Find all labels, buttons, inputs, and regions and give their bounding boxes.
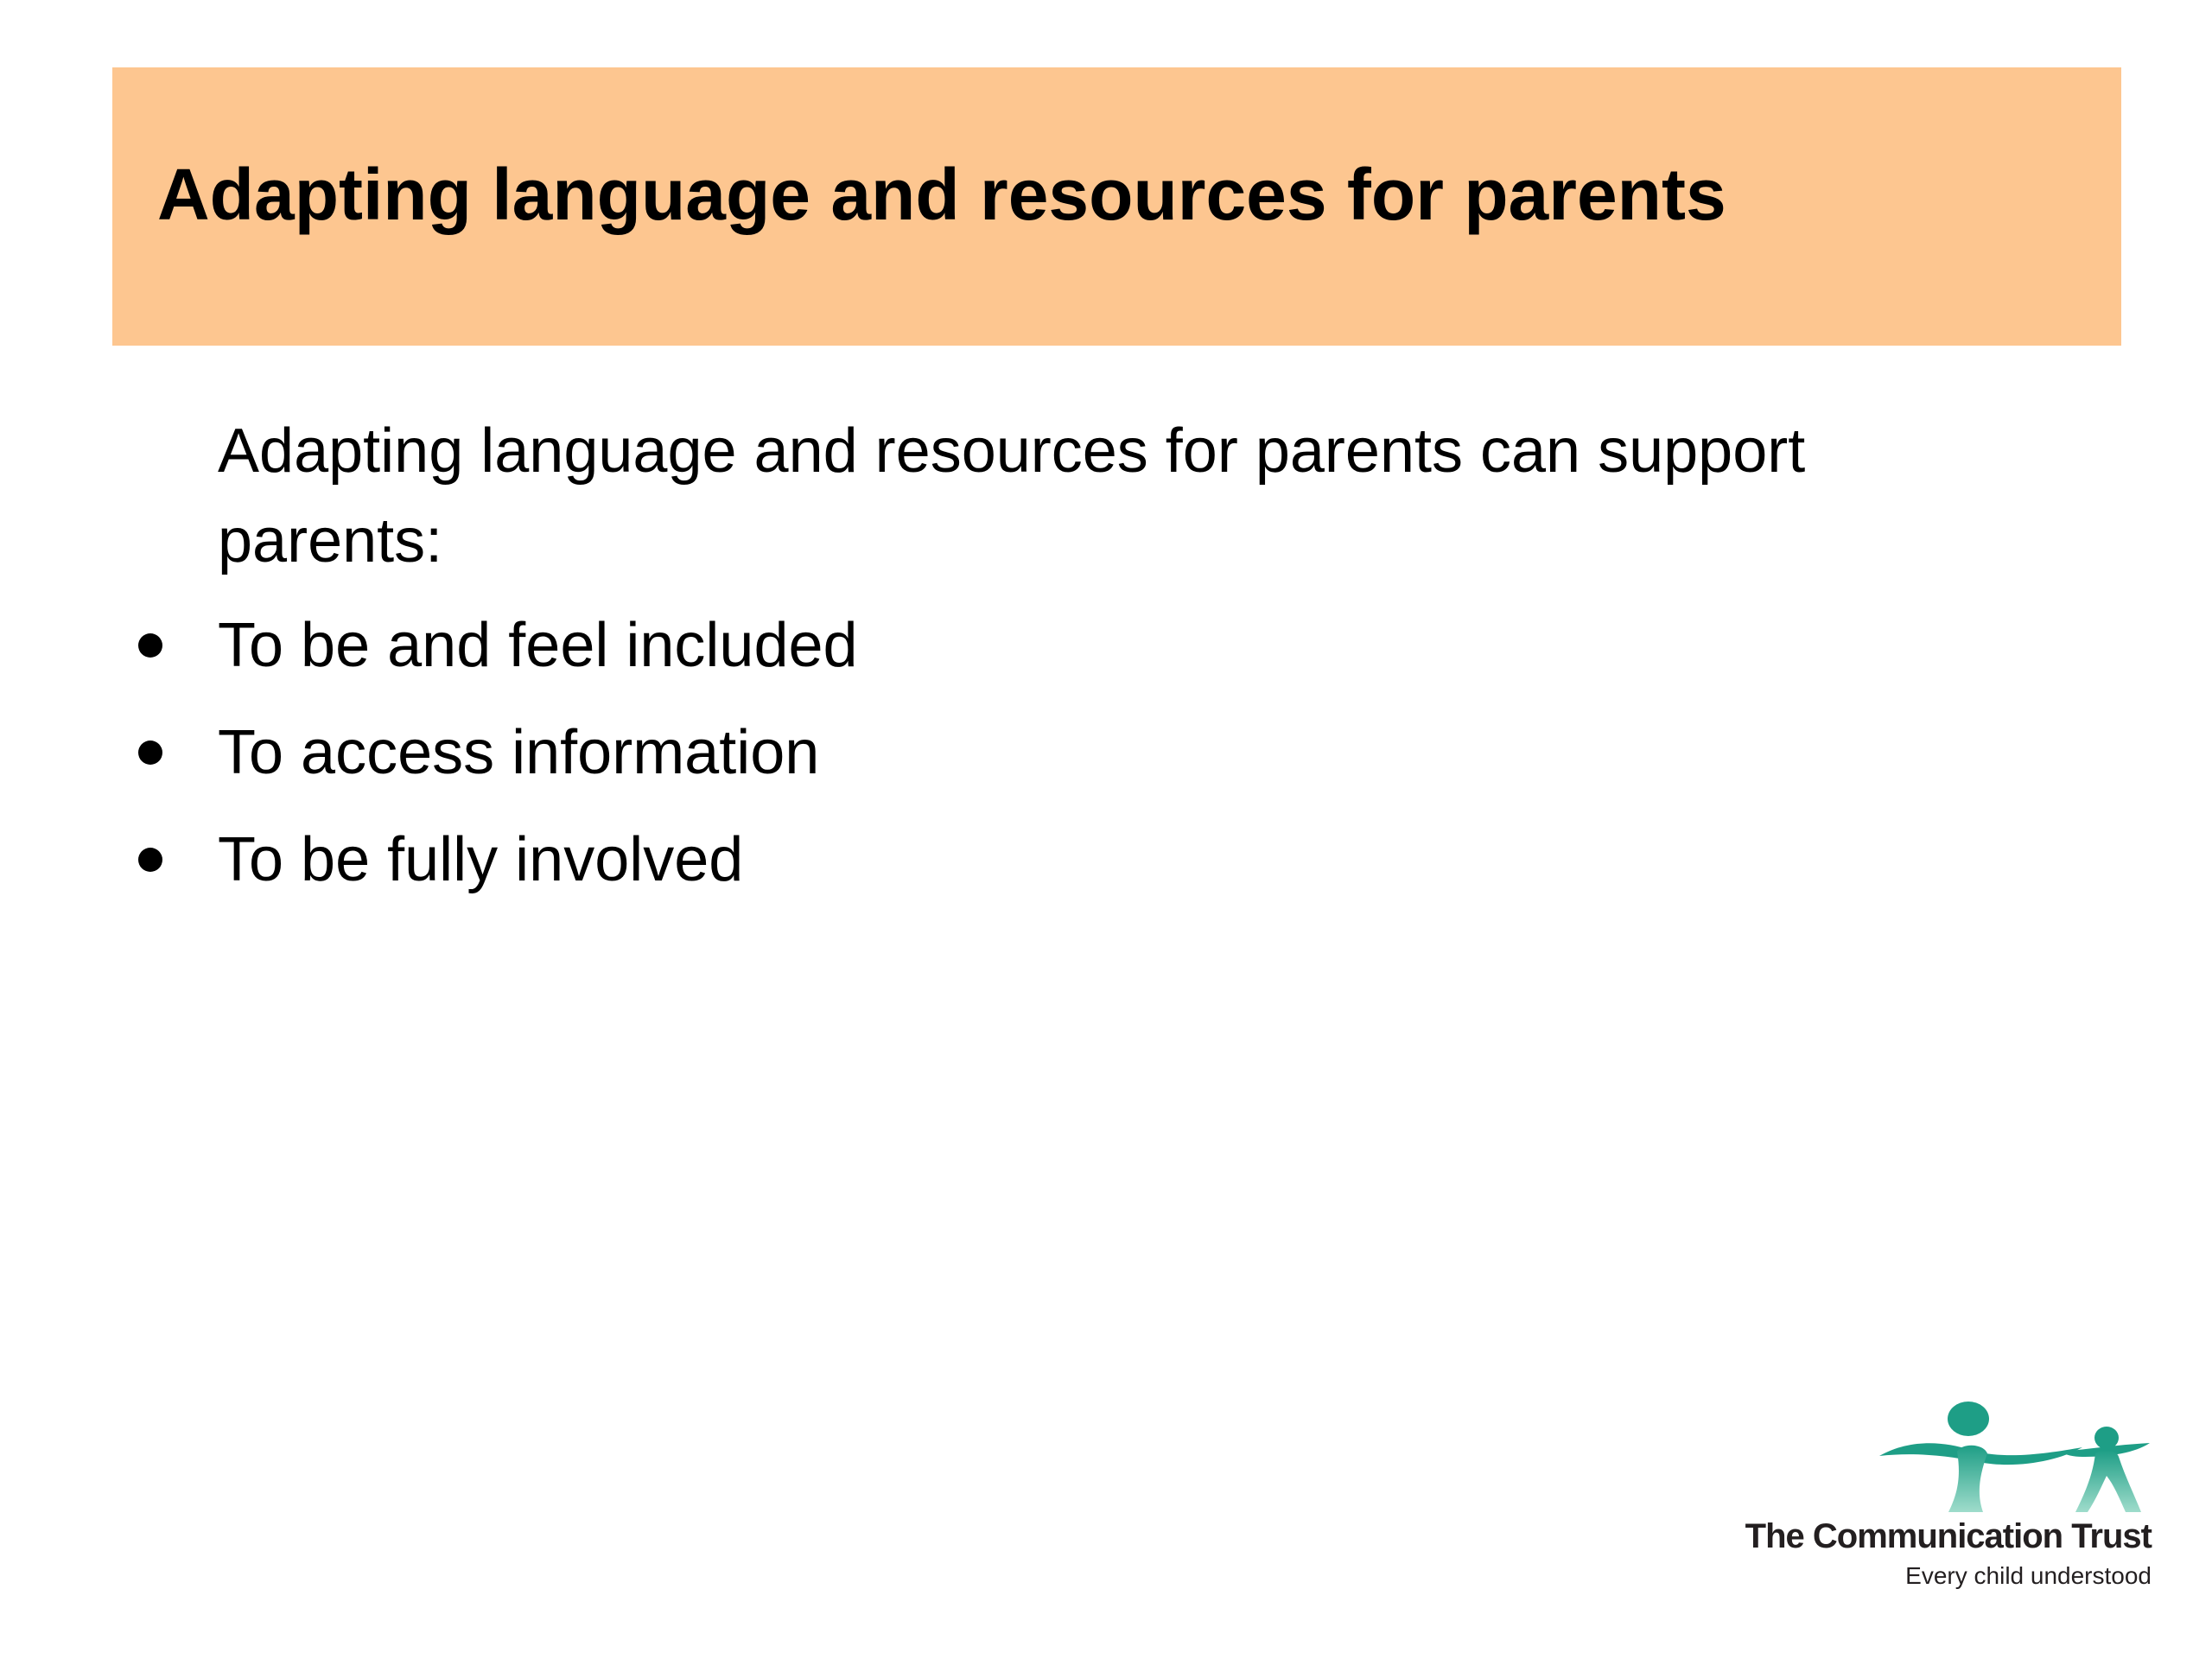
bullet-text: To access information — [218, 718, 820, 787]
bullet-dot-icon — [138, 848, 162, 872]
communication-trust-logo — [1719, 1400, 2160, 1590]
bullet-dot-icon — [138, 633, 162, 658]
title-banner — [112, 67, 2121, 346]
communication-trust-figures-icon — [1875, 1400, 2152, 1512]
bullet-text: To be and feel included — [218, 611, 858, 680]
bullet-dot-icon — [138, 741, 162, 765]
intro-text: Adapting language and resources for parents can support parents: — [218, 416, 1806, 575]
logo-name: The Communication Trust — [1745, 1517, 2152, 1555]
bullet-text: To be fully involved — [218, 825, 744, 894]
logo-tagline: Every child understood — [1905, 1562, 2152, 1589]
slide-title: Adapting language and resources for parents — [157, 154, 1726, 235]
